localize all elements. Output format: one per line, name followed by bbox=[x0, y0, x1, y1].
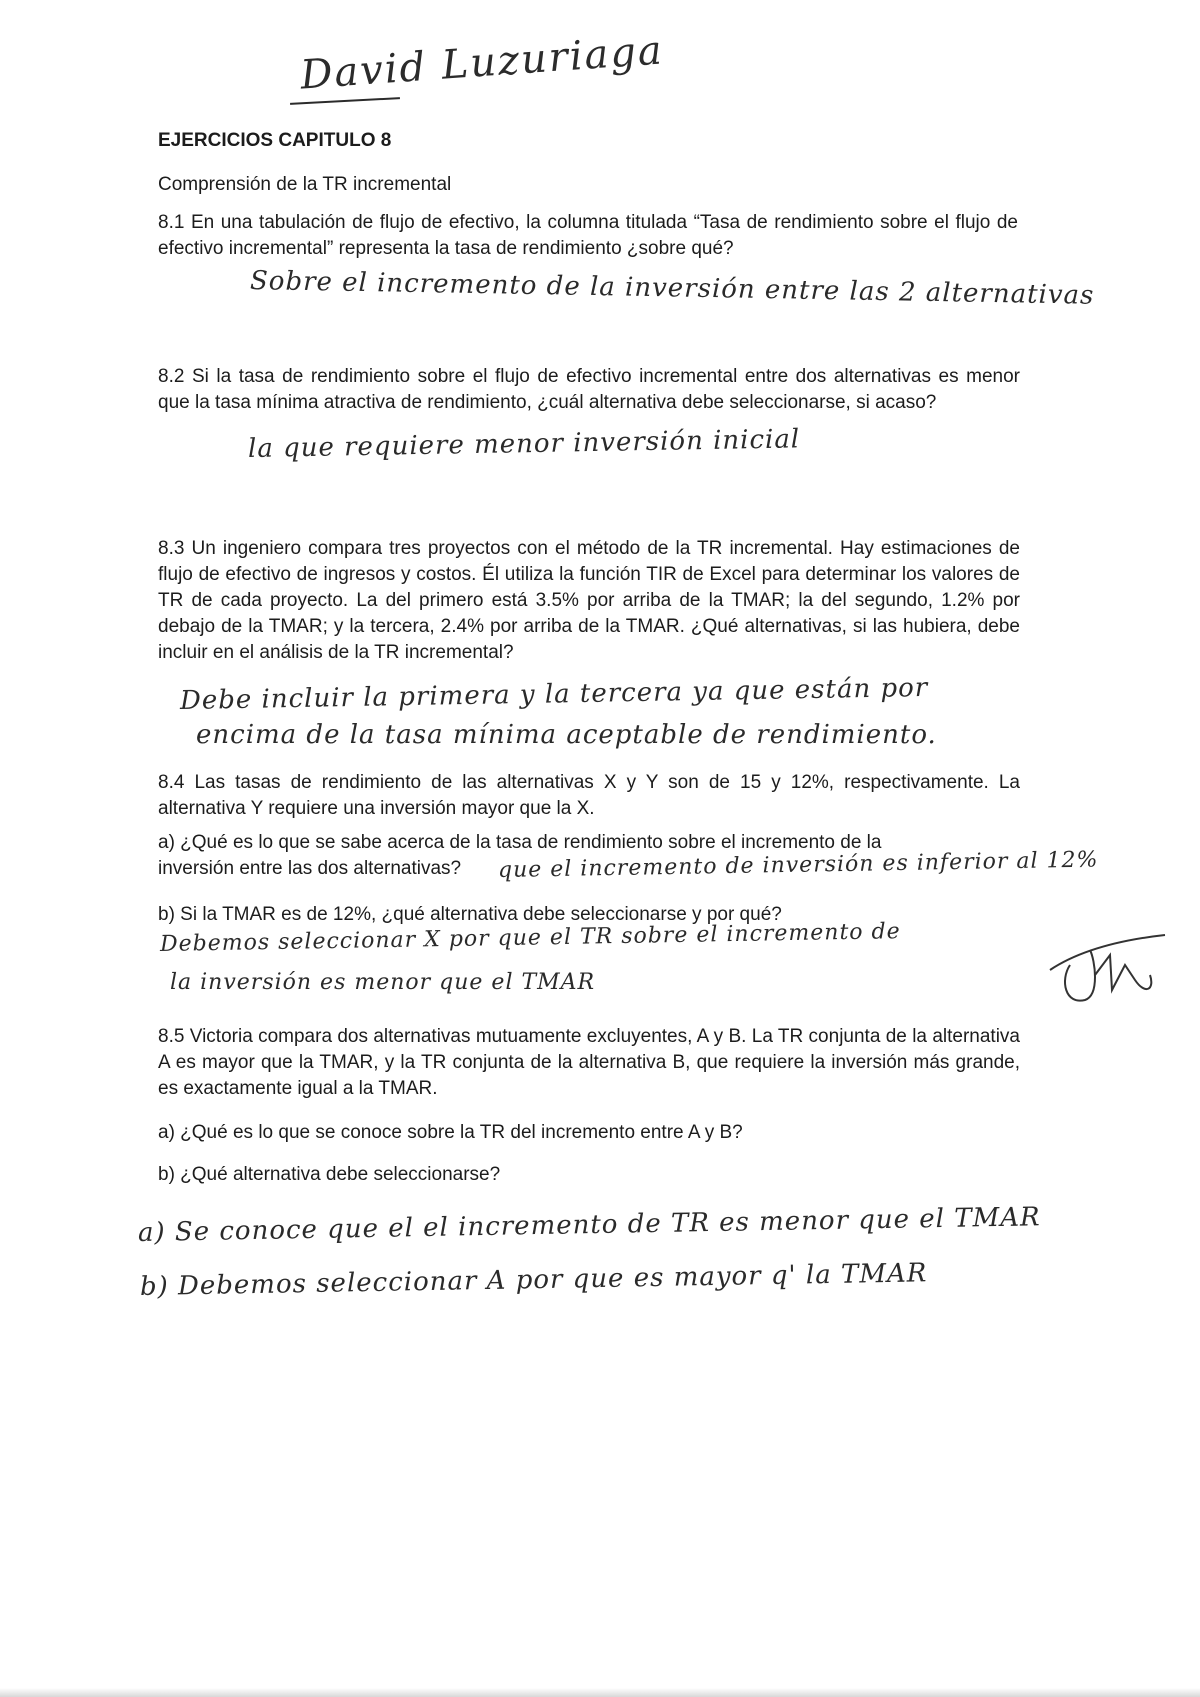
answer-8-4-b-line2: la inversión es menor que el TMAR bbox=[170, 970, 596, 995]
scan-bottom-edge bbox=[0, 1688, 1200, 1697]
question-8-4-b: b) Si la TMAR es de 12%, ¿qué alternativa debe seleccionarse y por qué? bbox=[158, 904, 782, 925]
question-8-5-b: b) ¿Qué alternativa debe seleccionarse? bbox=[158, 1164, 501, 1185]
question-8-4-a: a) ¿Qué es lo que se sabe acerca de la tasa de rendimiento sobre el incremento de la inversión entre las dos alternativas? bbox=[158, 832, 882, 879]
answer-8-3-line2: encima de la tasa mínima aceptable de rendimiento. bbox=[196, 720, 937, 750]
answer-8-4-b-line1: Debemos seleccionar X por que el TR sobre el incremento de bbox=[159, 919, 901, 957]
question-8-3: 8.3 Un ingeniero compara tres proyectos con el método de la TR incremental. Hay estimaciones de flujo de efectivo de ingresos y costos. Él utiliza la función TIR de Excel para determinar los valores de TR de cada proyecto. La del primero está 3.5% por arriba de la TMAR; la del segundo, 1.2% por debajo de la TMAR; y la tercera, 2.4% por arriba de la TMAR. ¿Qué alternativas, si las hubiera, debe incluir en el análisis de la TR incremental? bbox=[158, 538, 1020, 663]
question-8-5: 8.5 Victoria compara dos alternativas mutuamente excluyentes, A y B. La TR conjunta de la alternativa A es mayor que la TMAR, y la TR conjunta de la alternativa B, que requiere la inversión más grande, es exactamente igual a la TMAR. bbox=[158, 1026, 1020, 1099]
document-subtitle: Comprensión de la TR incremental bbox=[158, 174, 452, 195]
question-8-4: 8.4 Las tasas de rendimiento de las alternativas X y Y son de 15 y 12%, respectivamente. La alternativa Y requiere una inversión mayor que la X. bbox=[158, 772, 1020, 819]
grader-initials-mark bbox=[1040, 920, 1170, 1010]
answer-8-5-a: a) Se conoce que el el incremento de TR es menor que el TMAR bbox=[137, 1202, 1041, 1248]
answer-8-5-b: b) Debemos seleccionar A por que es mayor q' la TMAR bbox=[139, 1258, 928, 1302]
question-8-5-a: a) ¿Qué es lo que se conoce sobre la TR del incremento entre A y B? bbox=[158, 1122, 743, 1143]
answer-8-4-a: que el incremento de inversión es inferior al 12% bbox=[497, 847, 1099, 883]
handwritten-signature: David Luzuriaga bbox=[298, 27, 666, 99]
question-8-2: 8.2 Si la tasa de rendimiento sobre el flujo de efectivo incremental entre dos alternativas es menor que la tasa mínima atractiva de rendimiento, ¿cuál alternativa debe seleccionarse, si acaso? bbox=[158, 366, 1020, 413]
document-title: EJERCICIOS CAPITULO 8 bbox=[158, 130, 392, 151]
question-8-1: 8.1 En una tabulación de flujo de efectivo, la columna titulada “Tasa de rendimiento sobre el flujo de efectivo incremental” representa la tasa de rendimiento ¿sobre qué? bbox=[158, 212, 1018, 259]
answer-8-3-line1: Debe incluir la primera y la tercera ya que están por bbox=[179, 672, 929, 716]
answer-8-1: Sobre el incremento de la inversión entre las 2 alternativas bbox=[249, 266, 1095, 311]
answer-8-2: la que requiere menor inversión inicial bbox=[247, 424, 801, 464]
